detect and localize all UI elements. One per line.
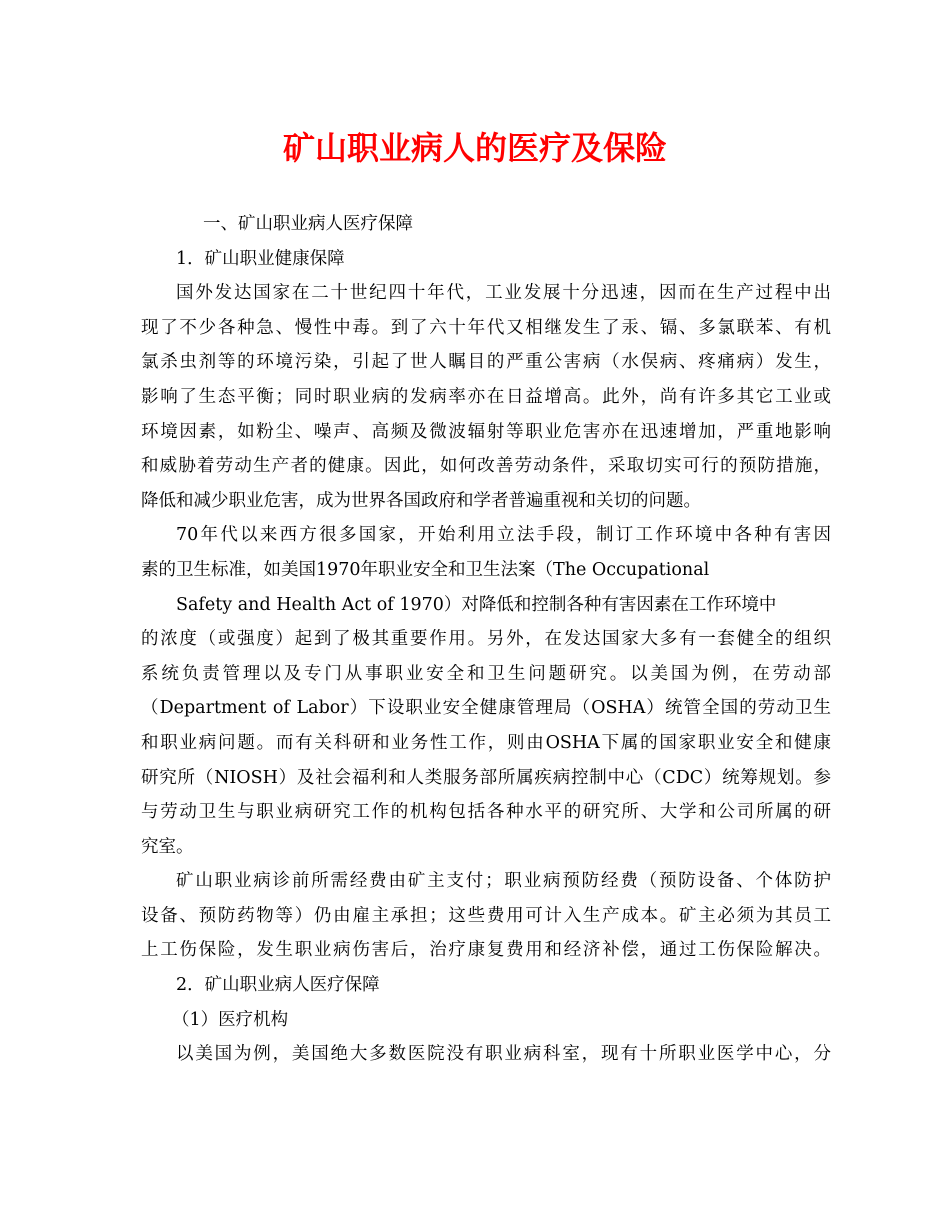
- document-title: 矿山职业病人的医疗及保险: [282, 129, 667, 167]
- paragraph-line: 环境因素，如粉尘、噪声、高频及微波辐射等职业危害亦在迅速增加，严重地影响: [141, 421, 831, 442]
- document-body: [141, 207, 831, 1072]
- paragraph-line: 70年代以来西方很多国家，开始利用立法手段，制订工作环境中各种有害因: [176, 525, 831, 546]
- section-heading: 一、矿山职业病人医疗保障: [203, 214, 413, 234]
- paragraph-line: 和威胁着劳动生产者的健康。因此，如何改善劳动条件，采取切实可行的预防措施，: [141, 456, 831, 477]
- paragraph-line: 上工伤保险，发生职业病伤害后，治疗康复费用和经济补偿，通过工伤保险解决。: [141, 940, 831, 961]
- paragraph-line: 矿山职业病诊前所需经费由矿主支付；职业病预防经费（预防设备、个体防护: [176, 871, 831, 892]
- paragraph-line: 影响了生态平衡；同时职业病的发病率亦在日益增高。此外，尚有许多其它工业或: [141, 386, 831, 407]
- paragraph-line: （Department of Labor）下设职业安全健康管理局（OSHA）统管全国的劳动卫生: [141, 698, 831, 719]
- subsection-heading: （1）医疗机构: [172, 1009, 289, 1030]
- paragraph-line: 的浓度（或强度）起到了极其重要作用。另外，在发达国家大多有一套健全的组织: [141, 629, 831, 650]
- subsection-heading: 1．矿山职业健康保障: [176, 248, 345, 269]
- paragraph-line: 设备、预防药物等）仍由雇主承担；这些费用可计入生产成本。矿主必须为其员工: [141, 905, 831, 926]
- paragraph-line: 降低和减少职业危害，成为世界各国政府和学者普遍重视和关切的问题。: [141, 490, 701, 511]
- paragraph-line: 系统负责管理以及专门从事职业安全和卫生问题研究。以美国为例，在劳动部: [141, 663, 831, 684]
- paragraph-line: 究室。: [141, 836, 194, 857]
- paragraph-line: 国外发达国家在二十世纪四十年代，工业发展十分迅速，因而在生产过程中出: [176, 283, 831, 304]
- paragraph-line: 现了不少各种急、慢性中毒。到了六十年代又相继发生了汞、镉、多氯联苯、有机: [141, 317, 831, 338]
- subsection-heading: 2．矿山职业病人医疗保障: [176, 975, 380, 996]
- paragraph-line: 研究所（NIOSH）及社会福利和人类服务部所属疾病控制中心（CDC）统筹规划。参: [141, 767, 831, 788]
- paragraph-line: Safety and Health Act of 1970）对降低和控制各种有害因素在工作环境中: [176, 594, 777, 615]
- paragraph-line: 素的卫生标准，如美国1970年职业安全和卫生法案（The Occupational: [141, 559, 710, 580]
- paragraph-line: 与劳动卫生与职业病研究工作的机构包括各种水平的研究所、大学和公司所属的研: [141, 802, 831, 823]
- paragraph-line: 和职业病问题。而有关科研和业务性工作，则由OSHA下属的国家职业安全和健康: [141, 732, 831, 753]
- paragraph-line: 以美国为例，美国绝大多数医院没有职业病科室，现有十所职业医学中心，分: [176, 1044, 831, 1065]
- paragraph-line: 氯杀虫剂等的环境污染，引起了世人瞩目的严重公害病（水俣病、疼痛病）发生，: [141, 352, 831, 373]
